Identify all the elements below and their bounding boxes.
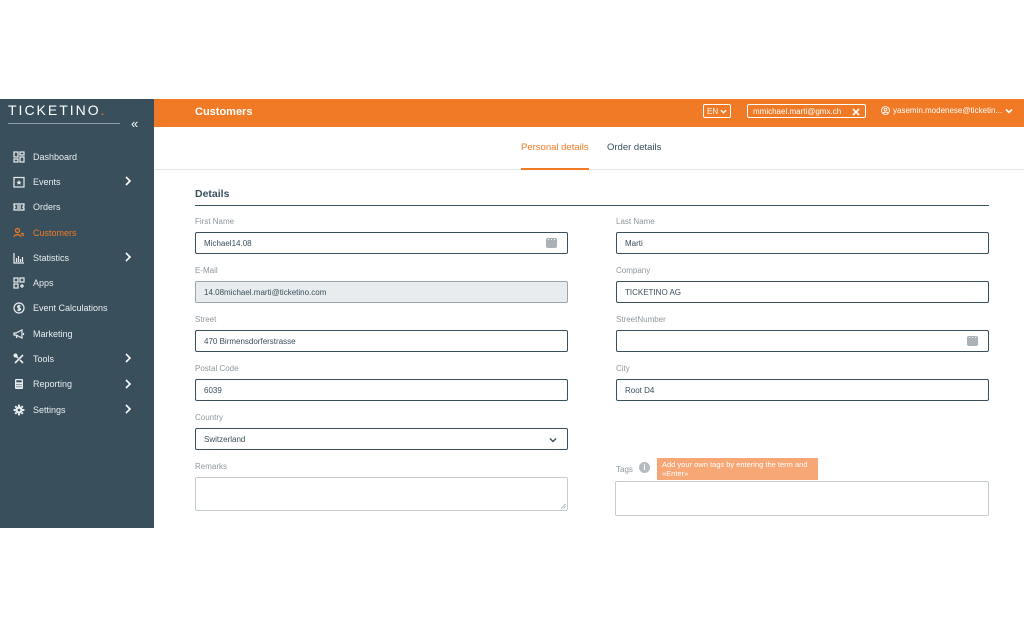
first-name-field[interactable]	[195, 232, 568, 254]
remarks-textarea[interactable]	[195, 477, 568, 511]
sidebar-item-label: Tools	[33, 354, 55, 365]
ticket-icon	[13, 201, 25, 213]
user-circle-icon	[881, 106, 890, 115]
chevron-right-icon	[124, 176, 132, 186]
logo-divider	[8, 123, 120, 124]
last-name-label: Last Name	[616, 217, 655, 226]
top-header	[154, 99, 1024, 127]
email-label: E-Mail	[195, 266, 218, 275]
last-name-field[interactable]	[616, 232, 989, 254]
street-field[interactable]	[195, 330, 568, 352]
company-value: TICKETINO AG	[625, 287, 682, 297]
tags-tooltip: Add your own tags by entering the term and «Enter»	[657, 458, 818, 480]
sidebar-item-label: Events	[33, 176, 61, 187]
double-chevron-left-icon[interactable]: «	[131, 116, 139, 131]
tags-input[interactable]	[615, 481, 989, 516]
sidebar-item-events[interactable]	[0, 169, 154, 194]
street-label: Street	[195, 315, 217, 324]
sidebar-item-statistics[interactable]	[0, 245, 154, 270]
page-title: Customers	[195, 106, 253, 118]
language-select[interactable]	[703, 104, 731, 118]
calculator-icon	[13, 378, 25, 390]
megaphone-icon	[13, 328, 25, 340]
postal-code-value: 6039	[204, 385, 222, 395]
first-name-value: Michael14.08	[204, 238, 252, 248]
country-value: Switzerland	[204, 434, 246, 444]
sidebar-item-label: Orders	[33, 202, 61, 213]
user-menu[interactable]	[881, 106, 1024, 115]
gear-icon	[13, 404, 25, 416]
section-divider	[195, 205, 989, 206]
tab-personal-details[interactable]: Personal details	[521, 142, 589, 153]
app-root	[0, 99, 1024, 528]
sidebar-item-label: Statistics	[33, 252, 70, 263]
city-field[interactable]	[616, 379, 989, 401]
last-name-value: Marti	[625, 238, 643, 248]
chevron-right-icon	[124, 404, 132, 414]
info-icon[interactable]: i	[639, 462, 650, 473]
sidebar-item-tools[interactable]	[0, 346, 154, 371]
sidebar-item-label: Reporting	[33, 379, 73, 390]
chevron-down-icon	[720, 108, 727, 115]
company-label: Company	[616, 266, 651, 275]
sidebar	[0, 99, 154, 528]
street-number-label: StreetNumber	[616, 315, 666, 324]
dashboard-icon	[13, 151, 25, 163]
tab-order-details[interactable]: Order details	[607, 142, 662, 153]
current-customer-chip[interactable]	[747, 104, 866, 118]
first-name-label: First Name	[195, 217, 235, 226]
sidebar-item-label: Apps	[33, 278, 54, 289]
sidebar-item-reporting[interactable]	[0, 372, 154, 397]
chevron-down-icon	[1005, 107, 1013, 115]
company-field[interactable]	[616, 281, 989, 303]
street-value: 470 Birmensdorferstrasse	[204, 336, 296, 346]
user-name: yasemin.modenese@ticketin...	[893, 106, 1003, 115]
sidebar-item-orders[interactable]	[0, 195, 154, 220]
sidebar-item-label: Customers	[33, 227, 77, 238]
chevron-down-icon	[549, 436, 557, 444]
sidebar-item-label: Event Calculations	[33, 303, 108, 314]
postal-code-label: Postal Code	[195, 364, 239, 373]
remarks-label: Remarks	[195, 462, 228, 471]
tools-icon	[13, 353, 25, 365]
country-label: Country	[195, 413, 224, 422]
sidebar-item-customers[interactable]	[0, 220, 154, 245]
sidebar-item-apps[interactable]	[0, 270, 154, 295]
sidebar-item-marketing[interactable]	[0, 321, 154, 346]
events-icon	[13, 176, 25, 188]
section-title: Details	[195, 188, 230, 200]
email-field	[195, 281, 568, 303]
language-value: EN	[707, 106, 719, 116]
email-value: 14.08michael.marti@ticketino.com	[204, 287, 327, 297]
logo: TICKETINO.	[8, 102, 107, 118]
street-number-field[interactable]	[616, 330, 989, 352]
customers-icon	[13, 227, 25, 239]
chevron-right-icon	[124, 252, 132, 262]
more-dots-icon[interactable]	[967, 336, 978, 346]
customer-chip-label: mmichael.marti@gmx.ch	[753, 106, 842, 116]
sidebar-item-settings[interactable]	[0, 397, 154, 422]
dollar-circle-icon	[13, 302, 25, 314]
sidebar-item-label: Settings	[33, 404, 66, 415]
postal-code-field[interactable]	[195, 379, 568, 401]
tags-label: Tags	[616, 465, 633, 474]
country-select[interactable]	[195, 428, 568, 450]
sidebar-item-label: Marketing	[33, 328, 73, 339]
bar-chart-icon	[13, 252, 25, 264]
sidebar-item-event-calculations[interactable]	[0, 296, 154, 321]
resize-grip-icon[interactable]	[560, 503, 566, 509]
chevron-right-icon	[124, 353, 132, 363]
chevron-right-icon	[124, 379, 132, 389]
city-value: Root D4	[625, 385, 655, 395]
close-icon[interactable]	[852, 108, 860, 116]
city-label: City	[616, 364, 630, 373]
sidebar-item-dashboard[interactable]	[0, 144, 154, 169]
apps-icon	[13, 277, 25, 289]
sidebar-item-label: Dashboard	[33, 151, 78, 162]
sidebar-nav	[0, 144, 154, 422]
detail-tabs	[154, 127, 1024, 170]
more-dots-icon[interactable]	[546, 238, 557, 248]
